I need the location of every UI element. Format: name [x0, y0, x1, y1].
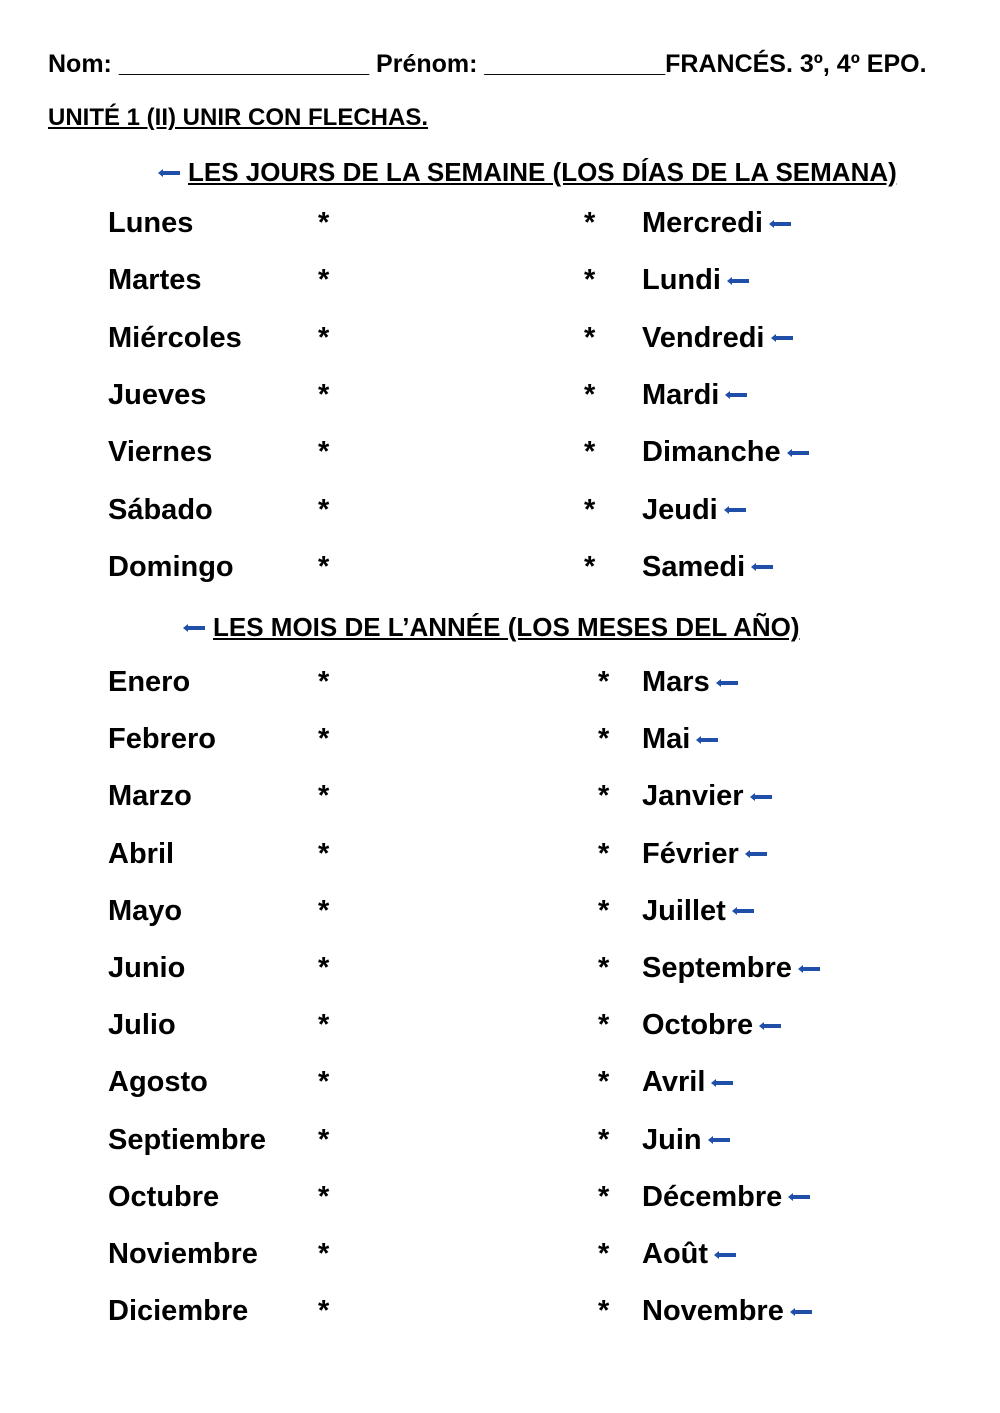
month-left-match-point[interactable]: *	[318, 837, 330, 870]
day-french-word: Jeudi	[642, 493, 718, 526]
month-right-match-point[interactable]: *	[598, 1009, 610, 1042]
day-right-match-point[interactable]: *	[584, 264, 596, 297]
month-french-item	[642, 1295, 814, 1328]
month-right-match-point[interactable]: *	[598, 1123, 610, 1156]
day-french-word: Mercredi	[642, 207, 763, 239]
day-left-match-point[interactable]: *	[318, 436, 330, 469]
months-section-heading	[177, 612, 800, 643]
day-french-word: Mardi	[642, 378, 720, 411]
month-french-item	[642, 895, 756, 928]
day-right-match-point[interactable]: *	[584, 436, 596, 469]
pointing-arrow-icon	[769, 331, 795, 345]
month-french-word: Mars	[642, 666, 710, 698]
day-french-item	[642, 207, 793, 240]
day-row	[0, 551, 1000, 591]
month-spanish-word: Enero	[108, 666, 191, 698]
month-left-match-point[interactable]: *	[318, 894, 330, 927]
month-spanish-word: Julio	[108, 1009, 176, 1042]
day-french-word: Vendredi	[642, 321, 765, 354]
month-french-item	[642, 666, 740, 699]
month-left-match-point[interactable]: *	[318, 1295, 330, 1328]
day-left-match-point[interactable]: *	[318, 550, 330, 583]
day-spanish-word: Lunes	[108, 207, 194, 239]
day-french-word: Lundi	[642, 264, 721, 297]
month-right-match-point[interactable]: *	[598, 780, 610, 813]
day-spanish-word: Domingo	[108, 550, 234, 583]
month-left-match-point[interactable]: *	[318, 1180, 330, 1213]
month-french-word: Août	[642, 1238, 709, 1270]
day-french-item	[642, 379, 749, 412]
month-row	[0, 838, 1000, 878]
month-left-match-point[interactable]: *	[318, 952, 330, 984]
day-spanish-word: Sábado	[108, 493, 213, 526]
day-french-item	[642, 494, 748, 527]
day-french-item	[642, 436, 811, 469]
month-right-match-point[interactable]: *	[598, 894, 610, 927]
month-french-word: Mai	[642, 723, 691, 756]
day-spanish-word: Jueves	[108, 378, 207, 411]
month-french-item	[642, 1124, 732, 1157]
day-left-match-point[interactable]: *	[318, 378, 330, 411]
month-right-match-point[interactable]: *	[598, 1066, 610, 1099]
month-left-match-point[interactable]: *	[318, 1009, 330, 1042]
day-row	[0, 322, 1000, 362]
month-french-item	[642, 723, 720, 756]
month-spanish-word: Diciembre	[108, 1295, 249, 1328]
month-french-word: Février	[642, 837, 739, 870]
pointing-arrow-icon	[725, 274, 751, 288]
day-right-match-point[interactable]: *	[584, 378, 596, 411]
month-french-item	[642, 838, 769, 871]
month-left-match-point[interactable]: *	[318, 1123, 330, 1156]
day-french-item	[642, 322, 795, 355]
day-left-match-point[interactable]: *	[318, 321, 330, 354]
month-spanish-word: Agosto	[108, 1066, 208, 1099]
month-spanish-word: Abril	[108, 837, 175, 870]
month-row	[0, 1124, 1000, 1164]
day-row	[0, 436, 1000, 476]
pointing-arrow-icon	[748, 790, 774, 804]
month-right-match-point[interactable]: *	[598, 952, 610, 984]
month-left-match-point[interactable]: *	[318, 666, 330, 698]
day-left-match-point[interactable]: *	[318, 207, 330, 239]
month-row	[0, 1181, 1000, 1221]
month-row	[0, 780, 1000, 820]
month-spanish-word: Junio	[108, 952, 186, 984]
days-section-title: LES JOURS DE LA SEMAINE (LOS DÍAS DE LA SEMANA)	[188, 157, 897, 187]
month-french-item	[642, 952, 822, 985]
unit-title: UNITÉ 1 (II) UNIR CON FLECHAS.	[48, 104, 429, 131]
month-french-word: Janvier	[642, 780, 744, 813]
month-french-item	[642, 1066, 735, 1099]
pointing-arrow-icon	[723, 388, 749, 402]
month-spanish-word: Marzo	[108, 780, 192, 813]
day-right-match-point[interactable]: *	[584, 550, 596, 583]
days-section-heading	[152, 157, 897, 188]
day-row	[0, 494, 1000, 534]
month-spanish-word: Febrero	[108, 723, 216, 756]
month-french-item	[642, 1009, 783, 1042]
month-row	[0, 895, 1000, 935]
day-row	[0, 264, 1000, 304]
pointing-arrow-icon	[156, 166, 182, 180]
month-left-match-point[interactable]: *	[318, 1066, 330, 1099]
pointing-arrow-icon	[796, 962, 822, 976]
day-spanish-word: Martes	[108, 264, 202, 297]
pointing-arrow-icon	[722, 503, 748, 517]
header-line: Nom: __________________ Prénom: _____________FRANCÉS. 3º, 4º EPO.	[48, 50, 927, 78]
months-section-title: LES MOIS DE L’ANNÉE (LOS MESES DEL AÑO)	[213, 612, 800, 642]
pointing-arrow-icon	[749, 560, 775, 574]
month-spanish-word: Noviembre	[108, 1238, 258, 1270]
month-row	[0, 666, 1000, 706]
month-french-word: Octobre	[642, 1009, 754, 1042]
pointing-arrow-icon	[786, 1190, 812, 1204]
month-spanish-word: Mayo	[108, 894, 183, 927]
month-french-word: Septembre	[642, 952, 792, 984]
month-french-word: Juin	[642, 1123, 702, 1156]
pointing-arrow-icon	[730, 904, 756, 918]
month-left-match-point[interactable]: *	[318, 1238, 330, 1270]
month-right-match-point[interactable]: *	[598, 837, 610, 870]
pointing-arrow-icon	[712, 1248, 738, 1262]
month-french-item	[642, 1238, 738, 1271]
pointing-arrow-icon	[788, 1305, 814, 1319]
day-spanish-word: Miércoles	[108, 321, 242, 354]
month-right-match-point[interactable]: *	[598, 666, 610, 698]
month-right-match-point[interactable]: *	[598, 723, 610, 756]
month-left-match-point[interactable]: *	[318, 723, 330, 756]
month-right-match-point[interactable]: *	[598, 1295, 610, 1328]
pointing-arrow-icon	[709, 1076, 735, 1090]
day-french-word: Samedi	[642, 550, 746, 583]
month-french-item	[642, 1181, 812, 1214]
month-row	[0, 952, 1000, 992]
pointing-arrow-icon	[714, 676, 740, 690]
month-french-word: Juillet	[642, 894, 726, 927]
month-french-word: Avril	[642, 1066, 706, 1099]
day-left-match-point[interactable]: *	[318, 264, 330, 297]
day-left-match-point[interactable]: *	[318, 493, 330, 526]
pointing-arrow-icon	[706, 1133, 732, 1147]
pointing-arrow-icon	[181, 621, 207, 635]
day-right-match-point[interactable]: *	[584, 207, 596, 239]
day-right-match-point[interactable]: *	[584, 321, 596, 354]
month-french-word: Novembre	[642, 1295, 784, 1328]
month-right-match-point[interactable]: *	[598, 1180, 610, 1213]
month-left-match-point[interactable]: *	[318, 780, 330, 813]
day-french-word: Dimanche	[642, 436, 781, 469]
pointing-arrow-icon	[767, 217, 793, 231]
day-right-match-point[interactable]: *	[584, 493, 596, 526]
day-row	[0, 207, 1000, 247]
month-row	[0, 1295, 1000, 1335]
day-french-item	[642, 264, 751, 297]
pointing-arrow-icon	[757, 1019, 783, 1033]
month-spanish-word: Octubre	[108, 1180, 220, 1213]
pointing-arrow-icon	[694, 733, 720, 747]
day-spanish-word: Viernes	[108, 436, 213, 469]
pointing-arrow-icon	[785, 446, 811, 460]
month-row	[0, 1238, 1000, 1278]
month-right-match-point[interactable]: *	[598, 1238, 610, 1270]
month-french-item	[642, 780, 774, 813]
month-spanish-word: Septiembre	[108, 1123, 266, 1156]
day-french-item	[642, 551, 775, 584]
day-row	[0, 379, 1000, 419]
month-row	[0, 1009, 1000, 1049]
month-row	[0, 1066, 1000, 1106]
pointing-arrow-icon	[743, 847, 769, 861]
month-french-word: Décembre	[642, 1180, 783, 1213]
month-row	[0, 723, 1000, 763]
